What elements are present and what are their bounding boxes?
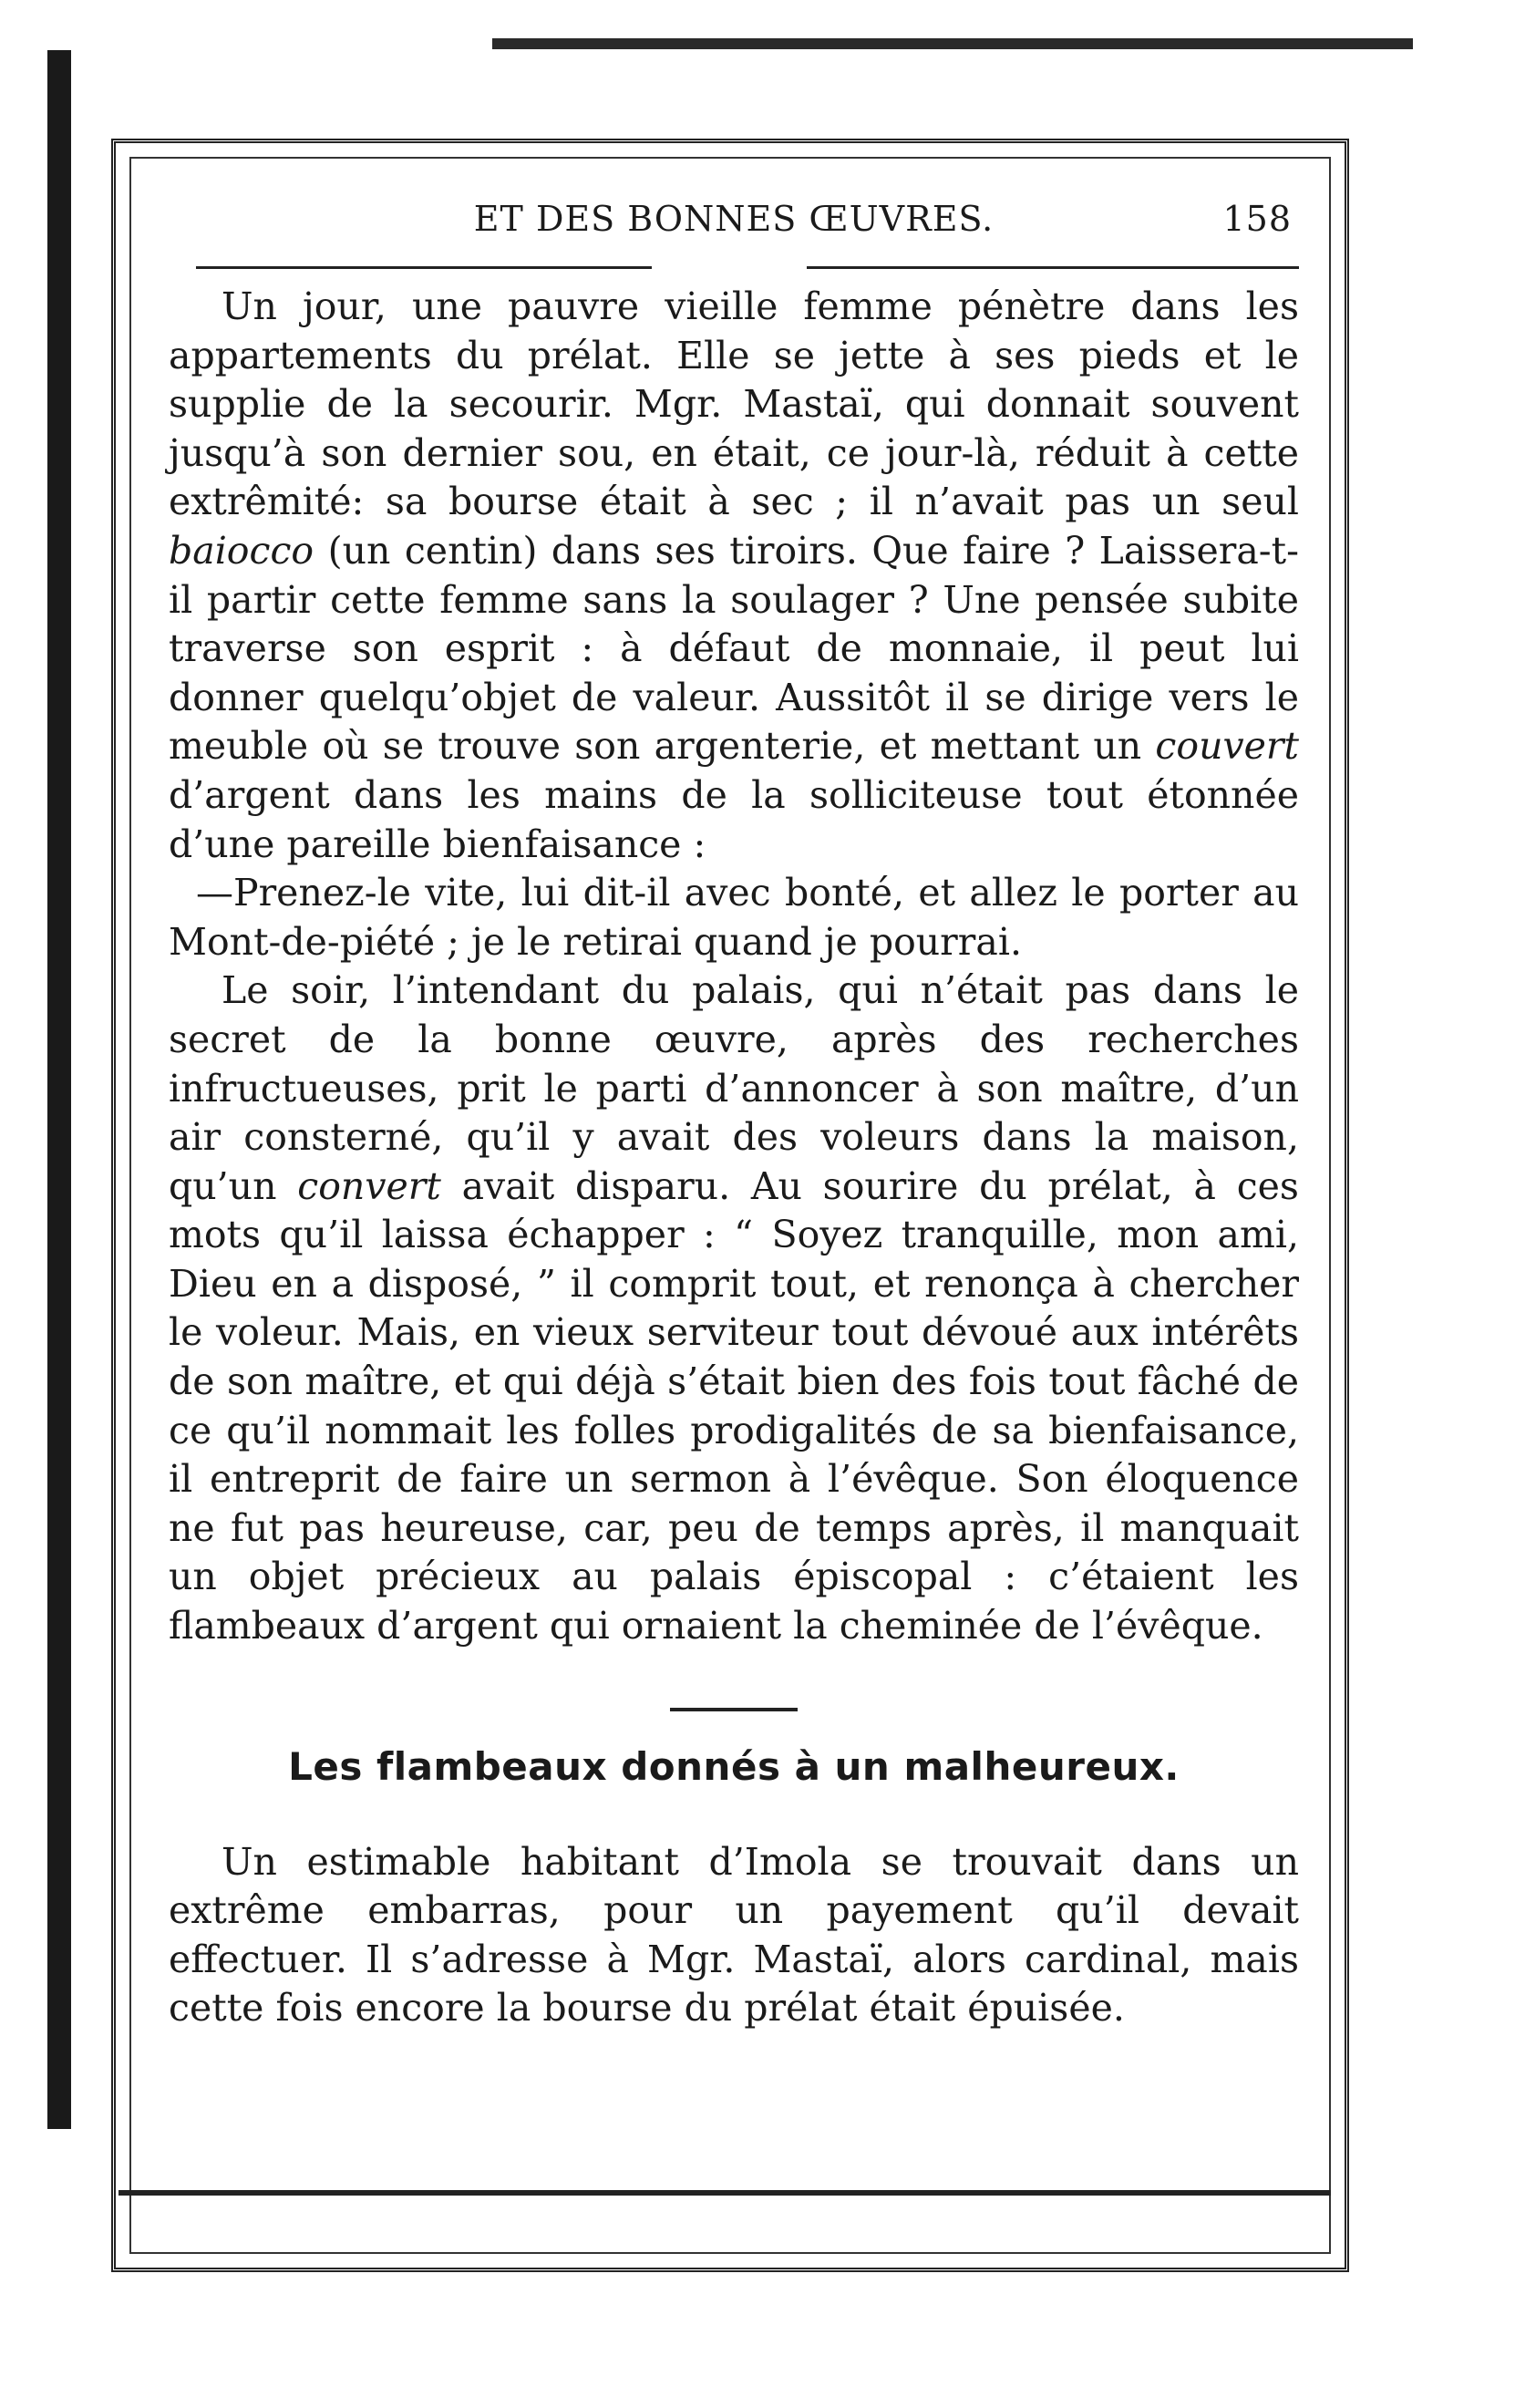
header-rule — [169, 255, 1299, 283]
scan-edge-shadow — [47, 50, 71, 2129]
header-rule-right — [807, 266, 1299, 269]
scan-top-line — [492, 38, 1413, 49]
page-content — [169, 191, 1299, 2179]
running-title: ET DES BONNES ŒUVRES. — [473, 199, 995, 239]
paragraph-2: —Prenez-le vite, lui dit-il avec bonté, et allez le porter au Mont-de-piété ; je le retirai quand je pourrai. — [169, 871, 1299, 964]
paragraph-3: Le soir, l’intendant du palais, qui n’était pas dans le secret de la bonne œuvre, après des recherches infructueuses, prit le parti d’annoncer à son maître, d’un air consterné, qu’il y avait des voleurs dans la maison, qu’un convert avait disparu. Au sourire du prélat, à ces mots qu’il laissa échapper : “ Soyez tranquille, mon ami, Dieu en a disposé, ” il comprit tout, et renonça à chercher le voleur. Mais, en vieux serviteur tout dévoué aux intérêts de son maître, et qui déjà s’était bien des fois tout fâché de ce qu’il nommait les folles prodigalités de sa bienfaisance, il entreprit de faire un sermon à l’évêque. Son éloquence ne fut pas heureuse, car, peu de temps après, il manquait un objet précieux au palais épiscopal : c’étaient les flambeaux d’argent qui ornaient la cheminée de l’évêque. — [169, 968, 1299, 1648]
section-paragraph-1: Un estimable habitant d’Imola se trouvait dans un extrême embarras, pour un payement qu’il devait effectuer. Il s’adresse à Mgr. Mastaï, alors cardinal, mais cette fois encore la bourse du prélat était épuisée. — [169, 1839, 1299, 2031]
italic-word: baiocco — [169, 528, 314, 573]
paragraph-1: Un jour, une pauvre vieille femme pénètre dans les appartements du prélat. Elle se jette à ses pieds et le supplie de la secourir. Mgr. Mastaï, qui donnait souvent jusqu’à son dernier sou, en était, ce jour-là, réduit à cette extrêmité: sa bourse était à sec ; il n’avait pas un seul baiocco (un centin) dans ses tiroirs. Que faire ? Laissera-t-il partir cette femme sans la soulager ? Une pensée subite traverse son esprit : à défaut de monnaie, il peut lui donner quelqu’objet de valeur. Aussitôt il se dirige vers le meuble où se trouve son argenterie, et mettant un couvert d’argent dans les mains de la solliciteuse tout étonnée d’une pareille bienfaisance : — [169, 284, 1299, 866]
running-header — [169, 191, 1299, 255]
italic-word: convert — [297, 1163, 441, 1208]
section-separator — [670, 1708, 798, 1711]
page-number: 158 — [1222, 199, 1292, 239]
section-heading: Les flambeaux donnés à un malheureux. — [288, 1743, 1180, 1789]
italic-word: couvert — [1155, 724, 1299, 769]
header-rule-left — [196, 266, 652, 269]
page-bottom-rule — [119, 2190, 1331, 2196]
